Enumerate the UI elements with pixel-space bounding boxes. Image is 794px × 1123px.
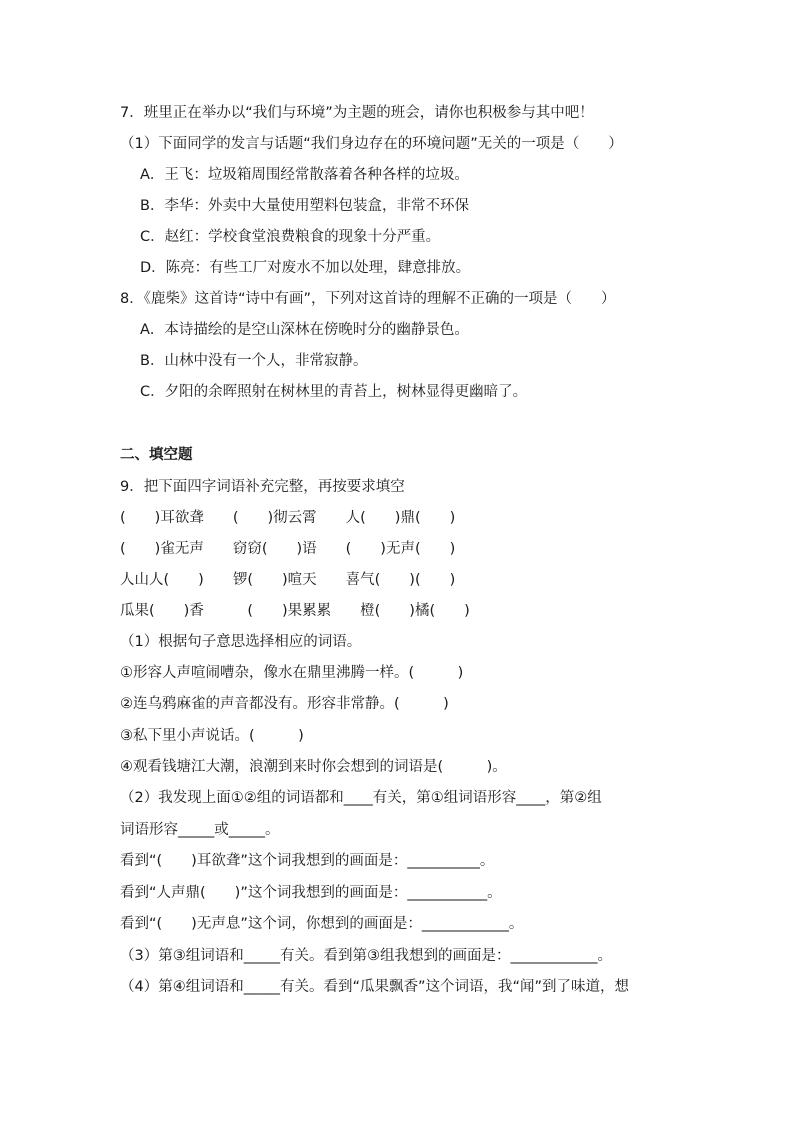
- question-9-sub1-item-3: ③私下里小声说话。( ): [120, 728, 304, 744]
- question-9-sub2-line-2: 词语形容_____或_____。: [120, 822, 280, 838]
- question-7-option-d: D．陈亮：有些工厂对废水不加以处理，肆意排放。: [140, 260, 471, 276]
- question-9-sub1-item-4: ④观看钱塘江大潮，浪潮到来时你会想到的词语是( )。: [120, 759, 507, 775]
- question-9-sub4: （4）第④组词语和_____有关。看到“瓜果飘香”这个词语，我“闻”到了味道，想: [120, 979, 630, 995]
- question-9-see-1: 看到“( )耳欲聋”这个词我想到的画面是：__________。: [120, 853, 495, 869]
- question-9-stem: 9．把下面四字词语补充完整，再按要求填空: [120, 479, 405, 495]
- idiom-group-3: 人山人( ) 锣( )喧天 喜气( )( ): [120, 572, 456, 588]
- idiom-group-4: 瓜果( )香 ( )果累累 橙( )橘( ): [120, 603, 470, 619]
- question-7-stem: 7．班里正在举办以“我们与环境”为主题的班会，请你也积极参与其中吧！: [120, 105, 594, 121]
- question-9-sub1-item-2: ②连乌鸦麻雀的声音都没有。形容非常静。( ): [120, 696, 449, 712]
- question-7-option-b: B．李华：外卖中大量使用塑料包装盒，非常不环保: [140, 198, 469, 214]
- question-9-sub2-line-1: （2）我发现上面①②组的词语都和____有关，第①组词语形容____，第②组: [120, 790, 602, 806]
- question-9-sub1-item-1: ①形容人声喧闹嘈杂，像水在鼎里沸腾一样。( ): [120, 665, 464, 681]
- question-9-see-2: 看到“人声鼎( )”这个词我想到的画面是：___________。: [120, 885, 502, 901]
- idiom-group-1: ( )耳欲聋 ( )彻云霄 人( )鼎( ): [120, 510, 456, 526]
- question-9-sub1-title: （1）根据句子意思选择相应的词语。: [120, 634, 362, 650]
- question-9-see-3: 看到“( )无声息”这个词，你想到的画面是：____________。: [120, 916, 524, 932]
- question-8-option-b: B．山林中没有一个人，非常寂静。: [140, 353, 368, 369]
- question-8-option-a: A．本诗描绘的是空山深林在傍晚时分的幽静景色。: [140, 322, 469, 338]
- question-9-sub3: （3）第③组词语和_____有关。看到第③组我想到的画面是：____________。: [120, 948, 612, 964]
- question-8-stem: 8．《鹿柴》这首诗“诗中有画”，下列对这首诗的理解不正确的一项是（ ）: [120, 291, 616, 307]
- section-2-title: 二、填空题: [120, 447, 193, 463]
- question-7-option-c: C．赵红：学校食堂浪费粮食的现象十分严重。: [140, 229, 441, 245]
- question-7-sub1: （1）下面同学的发言与话题“我们身边存在的环境问题”无关的一项是（ ）: [120, 136, 623, 152]
- question-7-option-a: A．王飞：垃圾箱周围经常散落着各种各样的垃圾。: [140, 167, 469, 183]
- idiom-group-2: ( )雀无声 窃窃( )语 ( )无声( ): [120, 541, 456, 557]
- question-8-option-c: C．夕阳的余晖照射在树林里的青苔上，树林显得更幽暗了。: [140, 384, 528, 400]
